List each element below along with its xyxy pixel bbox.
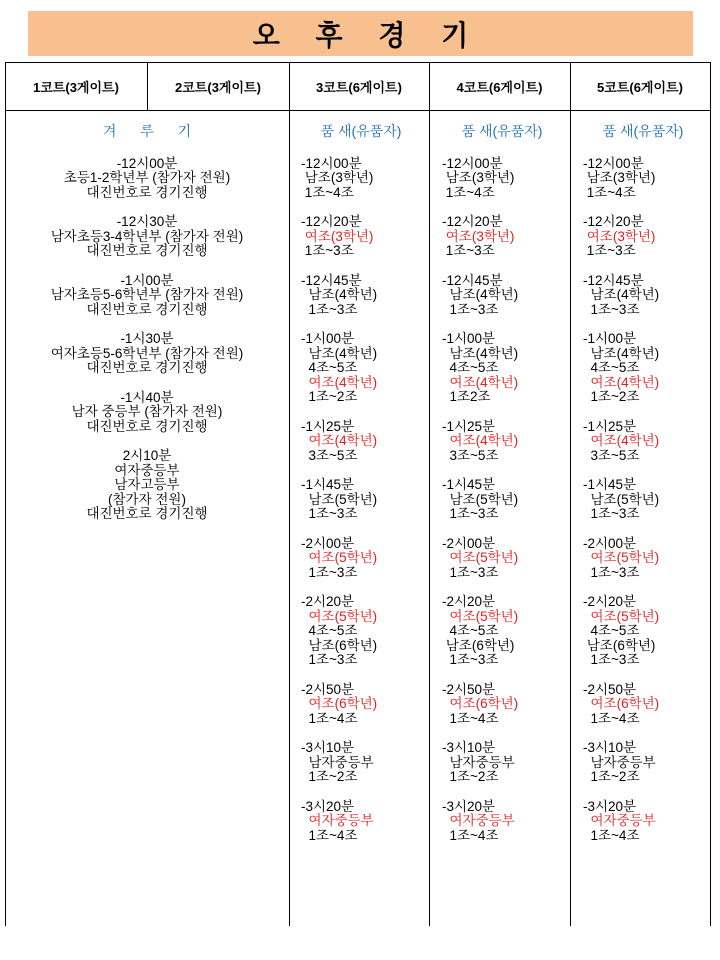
- group-line: 1조~3조: [301, 506, 358, 521]
- header-court-1: 1코트(3게이트): [33, 79, 119, 95]
- group-line: 1조~4조: [583, 827, 640, 843]
- group-line: 1조~3조: [301, 652, 358, 667]
- group-line: 여조(5학년): [583, 608, 660, 624]
- event-line: (참가자 전원): [108, 491, 186, 507]
- time-label: -1시00분: [301, 331, 355, 346]
- group-line: 여자중등부: [442, 813, 515, 828]
- group-line: 여조(3학년): [301, 228, 374, 244]
- poomsae-title: 품 새(유품자): [461, 123, 543, 139]
- schedule-block: [442, 274, 562, 318]
- group-line: 4조~5조: [301, 360, 358, 375]
- time-label: -1시45분: [583, 477, 637, 492]
- schedule-block: [583, 800, 703, 844]
- time-label: -12시20분: [301, 214, 362, 229]
- group-line: 4조~5조: [583, 360, 640, 375]
- schedule-block: [301, 683, 421, 727]
- group-line: 1조~4조: [301, 827, 358, 843]
- schedule-block: [442, 157, 562, 201]
- time-label: -1시00분: [583, 331, 637, 346]
- group-line: 여조(4학년): [442, 374, 519, 390]
- group-line: 여조(4학년): [301, 374, 378, 390]
- time-label: -2시50분: [301, 681, 355, 697]
- page-title: 오 후 경 기: [252, 19, 483, 51]
- group-line: 남조(5학년): [583, 491, 660, 507]
- event-line: 초등1-2학년부 (참가자 전원): [63, 170, 231, 185]
- time-label: -12시45분: [583, 272, 644, 288]
- schedule-block: [442, 332, 562, 405]
- group-line: 여조(3학년): [583, 228, 656, 244]
- group-line: 남조(6학년): [301, 637, 378, 653]
- group-line: 1조~3조: [442, 564, 499, 580]
- time-label: -1시45분: [301, 477, 355, 492]
- event-line: 남자초등3-4학년부 (참가자 전원): [50, 228, 244, 244]
- kyorugi-block: [5, 157, 289, 201]
- group-line: 남조(4학년): [301, 345, 378, 361]
- event-line: 대진번호로 경기진행: [86, 418, 208, 434]
- group-line: 1조~3조: [583, 301, 640, 317]
- time-label: -1시25분: [301, 418, 355, 434]
- time-label: -3시20분: [442, 798, 496, 814]
- kyorugi-column: [5, 124, 289, 537]
- group-line: 1조~4조: [583, 710, 640, 726]
- schedule-block: [583, 595, 703, 668]
- time-label: -1시45분: [442, 477, 496, 492]
- schedule-block: [301, 215, 421, 259]
- group-line: 3조~5조: [442, 447, 499, 463]
- group-line: 1조~4조: [442, 184, 495, 200]
- schedule-block: [583, 215, 703, 259]
- schedule-block: [301, 478, 421, 522]
- time-label: -2시20분: [583, 594, 637, 609]
- event-line: 남자 중등부 (참가자 전원): [71, 404, 223, 419]
- time-label: -12시30분: [116, 214, 178, 229]
- time-label: -12시00분: [583, 155, 644, 171]
- header-court-4: 4코트(6게이트): [456, 79, 543, 95]
- time-label: -1시00분: [120, 272, 174, 288]
- group-line: 4조~5조: [583, 623, 640, 638]
- time-label: -3시10분: [583, 740, 637, 755]
- event-line: 대진번호로 경기진행: [86, 184, 208, 200]
- time-label: -12시45분: [442, 272, 503, 288]
- group-line: 남조(3학년): [583, 170, 656, 185]
- group-line: 남조(4학년): [583, 345, 660, 361]
- header-court-2: 2코트(3게이트): [175, 79, 261, 95]
- event-line: 대진번호로 경기진행: [86, 301, 208, 317]
- event-line: 남자고등부: [114, 477, 180, 492]
- schedule-block: [442, 215, 562, 259]
- schedule-table: [5, 62, 711, 926]
- time-label: -2시00분: [442, 535, 496, 551]
- schedule-block: [442, 741, 562, 785]
- group-line: 여조(4학년): [583, 433, 660, 448]
- group-line: 1조~3조: [301, 243, 354, 258]
- schedule-block: [442, 420, 562, 464]
- group-line: 남조(3학년): [442, 170, 515, 185]
- group-line: 여조(5학년): [301, 550, 378, 565]
- schedule-block: [301, 800, 421, 844]
- time-label: -1시40분: [120, 389, 174, 405]
- group-line: 4조~5조: [442, 360, 499, 375]
- schedule-block: [583, 274, 703, 318]
- group-line: 1조~3조: [442, 506, 499, 521]
- group-line: 1조~3조: [442, 301, 499, 317]
- group-line: 여조(4학년): [301, 433, 378, 448]
- time-label: -12시00분: [301, 155, 362, 171]
- header-court-3: 3코트(6게이트): [316, 79, 402, 95]
- schedule-block: [442, 800, 562, 844]
- time-label: -2시20분: [442, 594, 496, 609]
- kyorugi-block: [5, 391, 289, 435]
- court-3-column: [301, 124, 421, 858]
- group-line: 남조(3학년): [301, 170, 374, 185]
- kyorugi-title: 겨 루 기: [102, 123, 202, 139]
- group-line: 1조~3조: [583, 506, 640, 521]
- event-line: 대진번호로 경기진행: [86, 506, 208, 521]
- event-line: 여자중등부: [114, 462, 180, 478]
- group-line: 1조~3조: [301, 301, 358, 317]
- time-label: -1시30분: [120, 331, 174, 346]
- group-line: 1조~4조: [442, 710, 499, 726]
- time-label: -12시00분: [116, 155, 178, 171]
- group-line: 1조~2조: [301, 389, 358, 404]
- group-line: 여조(6학년): [583, 696, 660, 711]
- schedule-block: [301, 420, 421, 464]
- group-line: 4조~5조: [442, 623, 499, 638]
- time-label: -1시25분: [442, 418, 496, 434]
- group-line: 여조(5학년): [583, 550, 660, 565]
- group-line: 1조~4조: [301, 184, 354, 200]
- time-label: -2시00분: [583, 535, 637, 551]
- group-line: 여조(5학년): [301, 608, 378, 624]
- event-line: 대진번호로 경기진행: [86, 243, 208, 258]
- group-line: 여조(4학년): [442, 433, 519, 448]
- title-bar: [28, 11, 693, 56]
- group-line: 1조2조: [442, 389, 491, 404]
- kyorugi-block: [5, 332, 289, 376]
- group-line: 1조~2조: [301, 769, 358, 784]
- group-line: 1조~3조: [442, 652, 499, 667]
- group-line: 1조~4조: [301, 710, 358, 726]
- schedule-block: [583, 741, 703, 785]
- group-line: 1조~3조: [583, 652, 640, 667]
- schedule-block: [583, 537, 703, 581]
- event-line: 대진번호로 경기진행: [86, 360, 208, 375]
- schedule-block: [583, 683, 703, 727]
- court-4-column: [442, 124, 562, 858]
- group-line: 남자중등부: [301, 754, 374, 770]
- schedule-block: [583, 332, 703, 405]
- schedule-block: [583, 478, 703, 522]
- event-line: 남자초등5-6학년부 (참가자 전원): [50, 287, 244, 302]
- schedule-block: [442, 478, 562, 522]
- poomsae-title: 품 새(유품자): [602, 123, 684, 139]
- group-line: 남조(4학년): [442, 287, 519, 302]
- schedule-block: [442, 537, 562, 581]
- time-label: -3시10분: [301, 740, 355, 755]
- schedule-block: [442, 683, 562, 727]
- group-line: 3조~5조: [583, 447, 640, 463]
- group-line: 1조~3조: [583, 243, 636, 258]
- schedule-block: [301, 595, 421, 668]
- group-line: 남조(4학년): [583, 287, 660, 302]
- time-label: -12시20분: [583, 214, 644, 229]
- group-line: 1조~3조: [442, 243, 495, 258]
- time-label: 2시10분: [122, 448, 172, 463]
- group-line: 남조(5학년): [442, 491, 519, 507]
- group-line: 남조(6학년): [442, 637, 515, 653]
- kyorugi-block: [5, 215, 289, 259]
- group-line: 3조~5조: [301, 447, 358, 463]
- group-line: 여조(5학년): [442, 608, 519, 624]
- group-line: 남조(6학년): [583, 637, 656, 653]
- time-label: -12시20분: [442, 214, 503, 229]
- group-line: 1조~3조: [301, 564, 358, 580]
- group-line: 1조~2조: [442, 769, 499, 784]
- group-line: 여조(6학년): [301, 696, 378, 711]
- time-label: -3시10분: [442, 740, 496, 755]
- kyorugi-block: [5, 449, 289, 522]
- group-line: 1조~2조: [583, 769, 640, 784]
- time-label: -1시25분: [583, 418, 637, 434]
- group-line: 여조(4학년): [583, 374, 660, 390]
- schedule-block: [442, 595, 562, 668]
- poomsae-title: 품 새(유품자): [320, 123, 402, 139]
- group-line: 여자중등부: [301, 813, 374, 828]
- group-line: 1조~4조: [442, 827, 499, 843]
- group-line: 여조(5학년): [442, 550, 519, 565]
- court-5-column: [583, 124, 703, 858]
- group-line: 남조(5학년): [301, 491, 378, 507]
- time-label: -12시00분: [442, 155, 503, 171]
- schedule-block: [583, 157, 703, 201]
- time-label: -2시00분: [301, 535, 355, 551]
- time-label: -2시50분: [583, 681, 637, 697]
- time-label: -3시20분: [583, 798, 637, 814]
- group-line: 여조(3학년): [442, 228, 515, 244]
- group-line: 4조~5조: [301, 623, 358, 638]
- schedule-block: [301, 274, 421, 318]
- group-line: 1조~2조: [583, 389, 640, 404]
- time-label: -2시50분: [442, 681, 496, 697]
- group-line: 남조(4학년): [301, 287, 378, 302]
- schedule-block: [301, 157, 421, 201]
- group-line: 남자중등부: [442, 754, 515, 770]
- group-line: 남조(4학년): [442, 345, 519, 361]
- group-line: 여자중등부: [583, 813, 656, 828]
- group-line: 여조(6학년): [442, 696, 519, 711]
- group-line: 1조~3조: [583, 564, 640, 580]
- group-line: 1조~4조: [583, 184, 636, 200]
- time-label: -12시45분: [301, 272, 362, 288]
- time-label: -3시20분: [301, 798, 355, 814]
- event-line: 여자초등5-6학년부 (참가자 전원): [50, 345, 244, 361]
- schedule-block: [583, 420, 703, 464]
- time-label: -1시00분: [442, 331, 496, 346]
- group-line: 남자중등부: [583, 754, 656, 770]
- kyorugi-block: [5, 274, 289, 318]
- schedule-block: [301, 741, 421, 785]
- schedule-block: [301, 332, 421, 405]
- time-label: -2시20분: [301, 594, 355, 609]
- header-court-5: 5코트(6게이트): [597, 79, 683, 95]
- schedule-block: [301, 537, 421, 581]
